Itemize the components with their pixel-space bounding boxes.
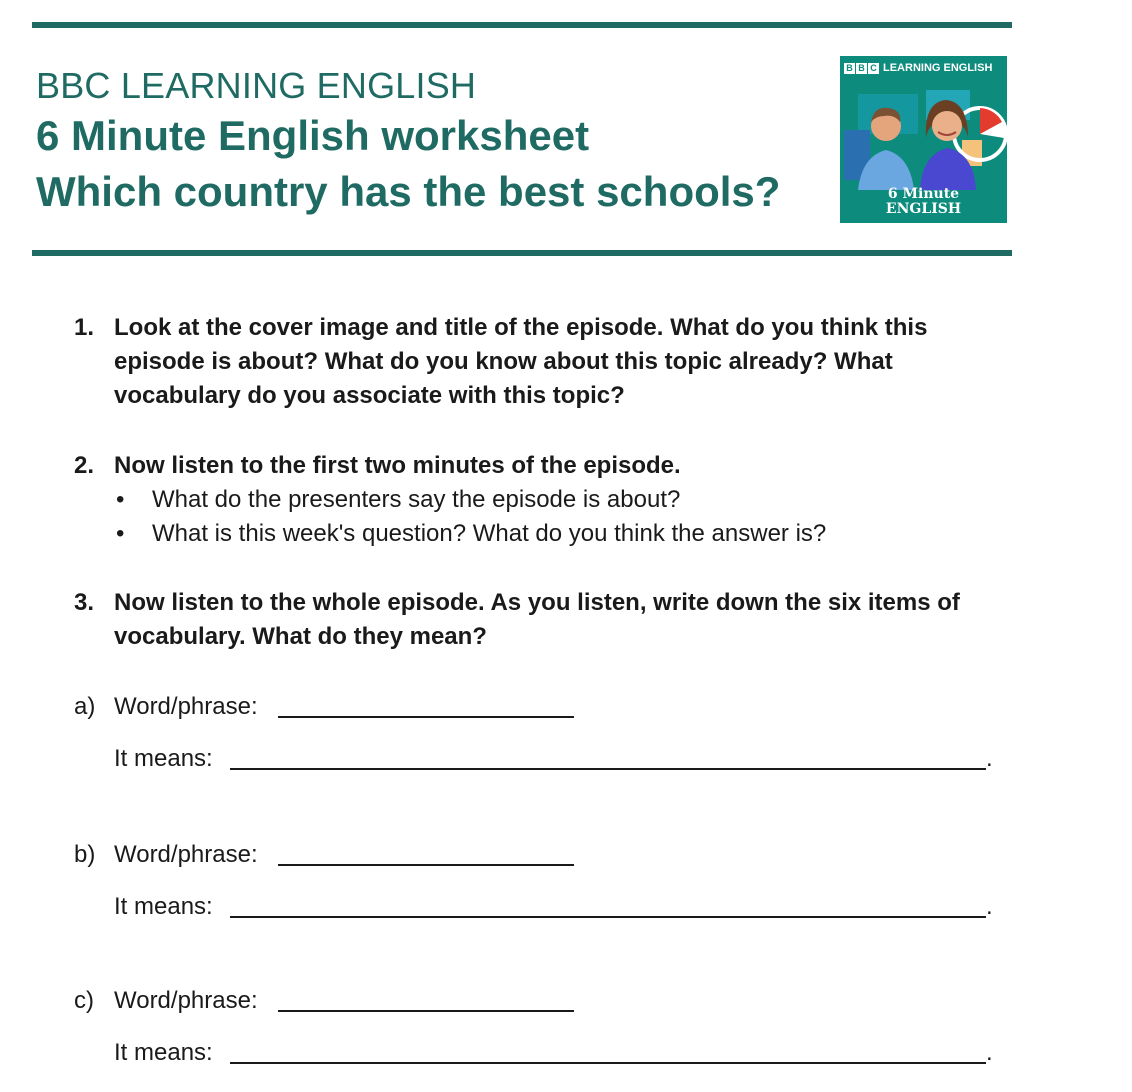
vocab-item-c	[74, 986, 1034, 1068]
word-phrase-blank[interactable]	[278, 864, 574, 866]
brand-title: BBC LEARNING ENGLISH	[36, 65, 477, 106]
it-means-label: It means:	[114, 893, 213, 920]
question-bullets	[114, 483, 1024, 551]
bullet-item: • What do the presenters say the episode is about?	[114, 483, 1024, 517]
bullet-item: • What is this week's question? What do you think the answer is?	[114, 517, 1024, 551]
vocab-letter: b)	[74, 841, 96, 868]
header-bottom-rule	[32, 250, 1012, 256]
question-number: 3.	[74, 589, 95, 616]
question-text: Now listen to the whole episode. As you listen, write down the six items of vocabulary. What do they mean?	[114, 589, 960, 650]
vocab-item-a	[74, 692, 1034, 774]
it-means-label: It means:	[114, 745, 213, 772]
presenters-illustration	[840, 82, 1007, 190]
word-phrase-label: Word/phrase:	[114, 841, 258, 868]
end-mark: .	[986, 893, 993, 920]
question-2	[74, 449, 1024, 551]
cover-brand	[844, 62, 992, 74]
episode-title: Which country has the best schools?	[36, 168, 781, 215]
it-means-blank[interactable]	[230, 1062, 986, 1064]
worksheet-header	[36, 64, 780, 220]
question-1	[74, 311, 1024, 413]
end-mark: .	[986, 1039, 993, 1066]
word-phrase-label: Word/phrase:	[114, 693, 258, 720]
vocab-letter: c)	[74, 987, 94, 1014]
word-phrase-blank[interactable]	[278, 1010, 574, 1012]
it-means-blank[interactable]	[230, 916, 986, 918]
cover-caption: 6 Minute ENGLISH	[885, 186, 962, 217]
word-phrase-label: Word/phrase:	[114, 987, 258, 1014]
vocab-item-b	[74, 840, 1034, 922]
cover-brand-text: LEARNING ENGLISH	[883, 62, 993, 74]
it-means-blank[interactable]	[230, 768, 986, 770]
it-means-label: It means:	[114, 1039, 213, 1066]
vocab-letter: a)	[74, 693, 96, 720]
question-number: 2.	[74, 452, 95, 479]
episode-cover-image	[840, 56, 1007, 223]
question-text: Now listen to the first two minutes of the episode.	[114, 452, 681, 479]
end-mark: .	[986, 745, 993, 772]
question-text: Look at the cover image and title of the episode. What do you think this episode is about? What do you know about this topic already? What vocabulary do you associate with this topic?	[114, 314, 928, 409]
header-top-rule	[32, 22, 1012, 28]
question-3	[74, 586, 1024, 654]
bbc-logo-icon: B B C	[844, 63, 879, 74]
word-phrase-blank[interactable]	[278, 716, 574, 718]
question-number: 1.	[74, 314, 95, 341]
worksheet-title: 6 Minute English worksheet	[36, 112, 590, 159]
